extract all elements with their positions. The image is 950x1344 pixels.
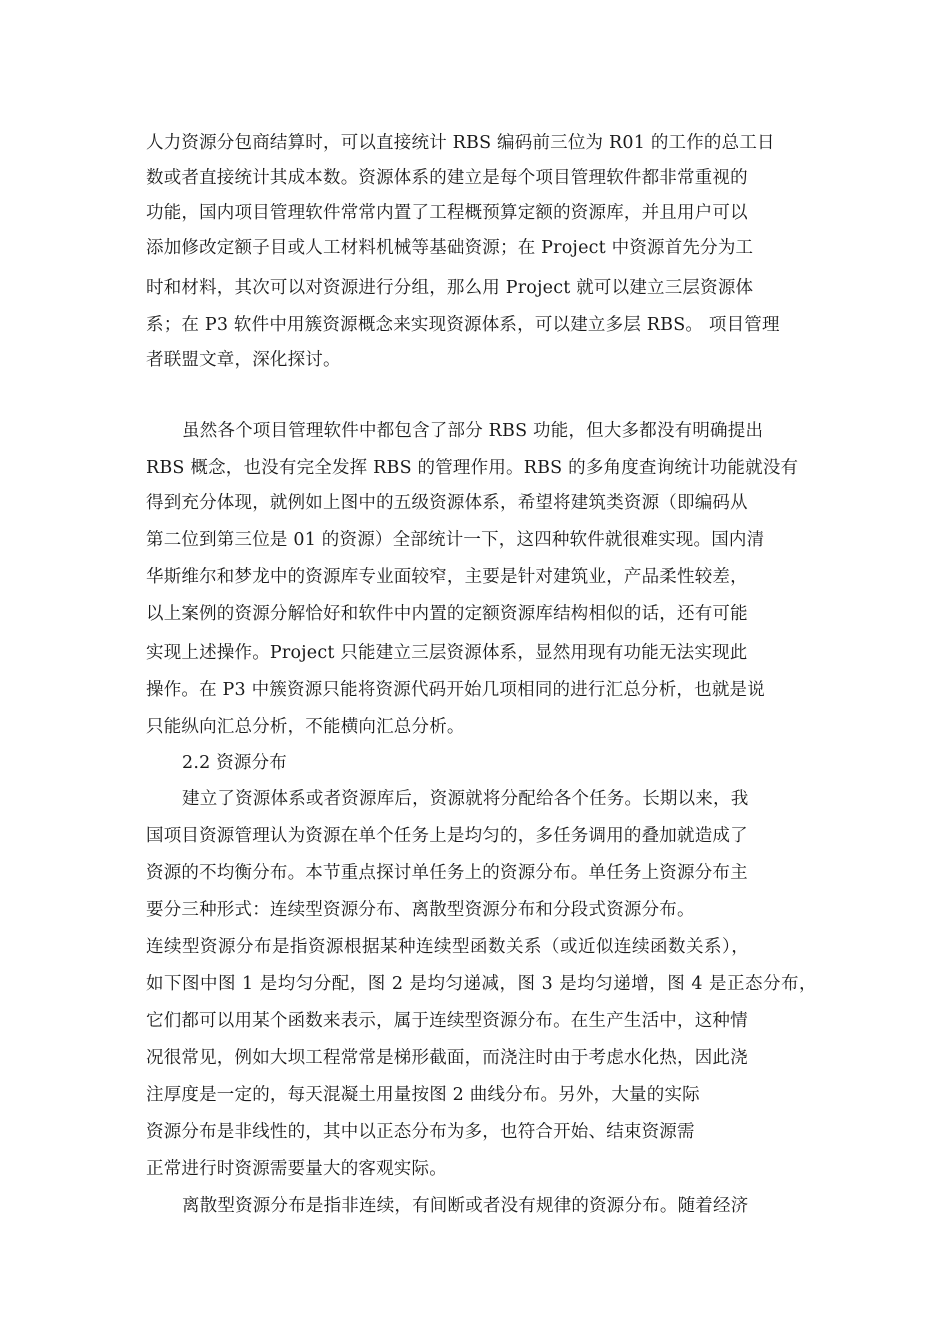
paragraph-4-line-5: 注厚度是一定的，每天混凝土用量按图 2 曲线分布。另外，大量的实际 (146, 1085, 700, 1105)
paragraph-3-line-1: 建立了资源体系或者资源库后，资源就将分配给各个任务。长期以来，我 (182, 789, 749, 809)
paragraph-1-line-4: 添加修改定额子目或人工材料机械等基础资源；在 Project 中资源首先分为工 (146, 238, 754, 258)
paragraph-1-line-1: 人力资源分包商结算时，可以直接统计 RBS 编码前三位为 R01 的工作的总工日 (146, 133, 775, 153)
paragraph-1-line-3: 功能，国内项目管理软件常常内置了工程概预算定额的资源库，并且用户可以 (146, 203, 748, 223)
paragraph-4-line-6: 资源分布是非线性的，其中以正态分布为多，也符合开始、结束资源需 (146, 1122, 695, 1142)
paragraph-2-line-8: 操作。在 P3 中簇资源只能将资源代码开始几项相同的进行汇总分析，也就是说 (146, 680, 765, 700)
paragraph-3-line-4: 要分三种形式：连续型资源分布、离散型资源分布和分段式资源分布。 (146, 900, 695, 920)
section-heading: 2.2 资源分布 (182, 753, 287, 773)
paragraph-2-line-9: 只能纵向汇总分析，不能横向汇总分析。 (146, 717, 465, 737)
paragraph-1-line-5: 时和材料，其次可以对资源进行分组，那么用 Project 就可以建立三层资源体 (146, 278, 754, 298)
paragraph-3-line-3: 资源的不均衡分布。本节重点探讨单任务上的资源分布。单任务上资源分布主 (146, 863, 748, 883)
paragraph-4-line-4: 况很常见，例如大坝工程常常是梯形截面，而浇注时由于考虑水化热，因此浇 (146, 1048, 748, 1068)
paragraph-2-line-6: 以上案例的资源分解恰好和软件中内置的定额资源库结构相似的话，还有可能 (146, 604, 748, 624)
paragraph-2-line-2: RBS 概念，也没有完全发挥 RBS 的管理作用。RBS 的多角度查询统计功能就没有 (146, 458, 799, 478)
paragraph-2-line-7: 实现上述操作。Project 只能建立三层资源体系，显然用现有功能无法实现此 (146, 643, 748, 663)
paragraph-2-line-3: 得到充分体现，就例如上图中的五级资源体系，希望将建筑类资源（即编码从 (146, 493, 748, 513)
paragraph-3-line-2: 国项目资源管理认为资源在单个任务上是均匀的，多任务调用的叠加就造成了 (146, 826, 748, 846)
paragraph-4-line-3: 它们都可以用某个函数来表示，属于连续型资源分布。在生产生活中，这种情 (146, 1011, 748, 1031)
paragraph-1-line-7: 者联盟文章，深化探讨。 (146, 350, 341, 370)
overlay-mask (746, 1073, 826, 1163)
paragraph-2-line-4: 第二位到第三位是 01 的资源）全部统计一下，这四种软件就很难实现。国内清 (146, 530, 765, 550)
paragraph-5-line-1: 离散型资源分布是指非连续，有间断或者没有规律的资源分布。随着经济 (182, 1196, 749, 1216)
paragraph-4-line-7: 正常进行时资源需要量大的客观实际。 (146, 1159, 447, 1179)
paragraph-2-line-1: 虽然各个项目管理软件中都包含了部分 RBS 功能，但大多都没有明确提出 (182, 421, 764, 441)
paragraph-4-line-2: 如下图中图 1 是均匀分配，图 2 是均匀递减，图 3 是均匀递增，图 4 是正态分布， (146, 974, 818, 994)
paragraph-4-line-1: 连续型资源分布是指资源根据某种连续型函数关系（或近似连续函数关系）， (146, 937, 750, 957)
paragraph-2-line-5: 华斯维尔和梦龙中的资源库专业面较窄，主要是针对建筑业，产品柔性较差， (146, 567, 748, 587)
paragraph-1-line-6: 系；在 P3 软件中用簇资源概念来实现资源体系，可以建立多层 RBS。 项目管理 (146, 315, 780, 335)
paragraph-1-line-2: 数或者直接统计其成本数。资源体系的建立是每个项目管理软件都非常重视的 (146, 168, 748, 188)
